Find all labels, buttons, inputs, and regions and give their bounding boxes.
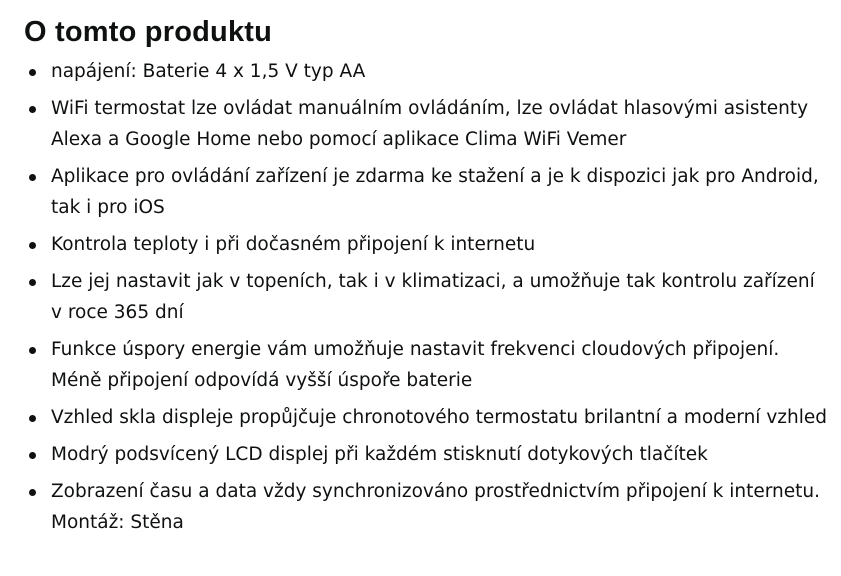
list-item-text: Lze jej nastavit jak v topeních, tak i v klimatizaci, a umožňuje tak kontrolu zařízení v roce 365 dní xyxy=(51,271,815,323)
list-item-text: Kontrola teploty i při dočasném připojení k internetu xyxy=(51,234,536,255)
bullet-icon xyxy=(29,106,36,113)
list-item-text: Modrý podsvícený LCD displej při každém stisknutí dotykových tlačítek xyxy=(51,444,708,465)
list-item xyxy=(24,229,829,260)
bullet-icon xyxy=(29,69,36,76)
bullet-icon xyxy=(29,489,36,496)
bullet-icon xyxy=(29,174,36,181)
list-item xyxy=(24,56,829,87)
bullet-icon xyxy=(29,347,36,354)
list-item-text: Zobrazení času a data vždy synchronizováno prostřednictvím připojení k internetu. Montáž: Stěna xyxy=(51,481,821,533)
bullet-icon xyxy=(29,242,36,249)
list-item-text: Aplikace pro ovládání zařízení je zdarma ke stažení a je k dispozici jak pro Android, tak i pro iOS xyxy=(51,166,819,218)
list-item xyxy=(24,476,829,538)
list-item xyxy=(24,439,829,470)
list-item xyxy=(24,334,829,396)
list-item-text: napájení: Baterie 4 x 1,5 V typ AA xyxy=(51,61,366,82)
bullet-icon xyxy=(29,279,36,286)
section-title: O tomto produktu xyxy=(24,16,273,48)
list-item xyxy=(24,161,829,223)
list-item-text: Funkce úspory energie vám umožňuje nastavit frekvenci cloudových připojení. Méně připojení odpovídá vyšší úspoře baterie xyxy=(51,339,780,391)
list-item xyxy=(24,402,829,433)
list-item-text: Vzhled skla displeje propůjčuje chronotového termostatu brilantní a moderní vzhled xyxy=(51,407,827,428)
list-item xyxy=(24,93,829,155)
bullet-icon xyxy=(29,415,36,422)
list-item xyxy=(24,266,829,328)
bullet-icon xyxy=(29,452,36,459)
feature-list xyxy=(24,56,829,538)
list-item-text: WiFi termostat lze ovládat manuálním ovládáním, lze ovládat hlasovými asistenty Alexa a Google Home nebo pomocí aplikace Clima WiFi Vemer xyxy=(51,98,809,150)
